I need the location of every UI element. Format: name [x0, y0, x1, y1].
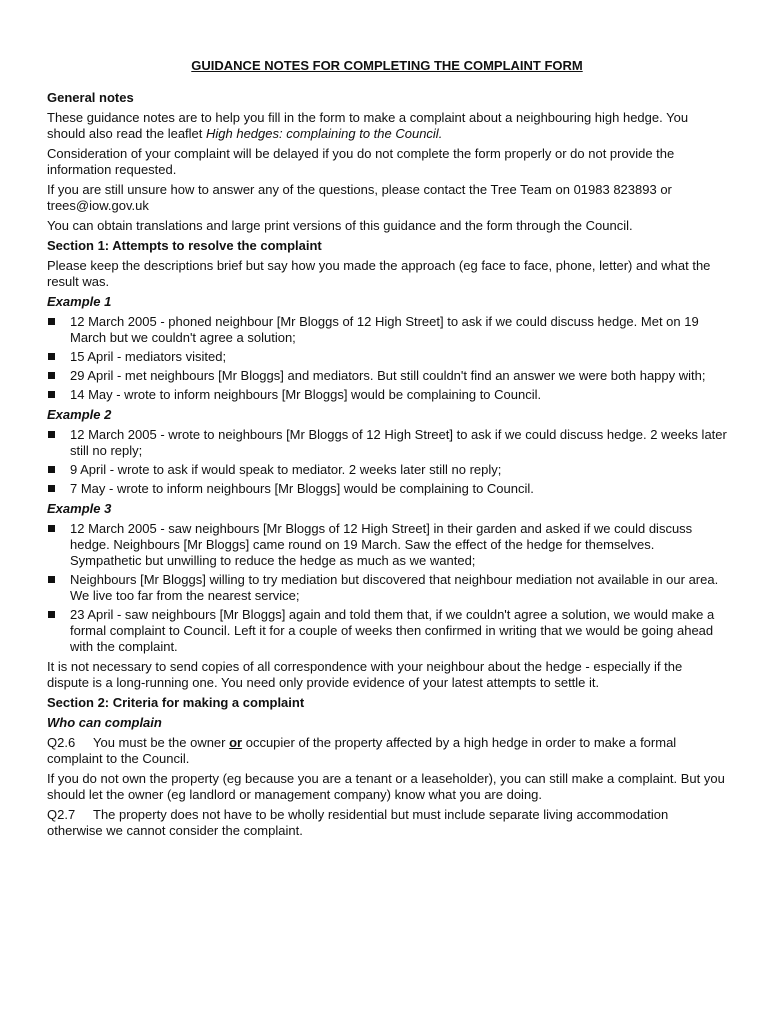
list-item — [47, 368, 727, 384]
list-item — [47, 349, 727, 365]
example-3-list — [47, 521, 727, 655]
list-item — [47, 607, 727, 655]
general-notes-paragraph-4: You can obtain translations and large print versions of this guidance and the form through the Council. — [47, 218, 633, 233]
question-text: The property does not have to be wholly residential but must include separate living accommodation otherwise we cannot consider the complaint. — [47, 807, 669, 838]
non-owner-paragraph: If you do not own the property (eg because you are a tenant or a leaseholder), you can still make a complaint. But you should let the owner (eg landlord or management company) know what you are doing. — [47, 771, 725, 802]
list-item-text: 15 April - mediators visited; — [70, 349, 227, 364]
question-number: Q2.7 — [47, 807, 76, 822]
general-notes-paragraph-2: Consideration of your complaint will be delayed if you do not complete the form properly or do not provide the information requested. — [47, 146, 675, 177]
general-notes-text: These guidance notes are to help you fill in the form to make a complaint about a neighbouring high hedge. You should also read the leaflet — [47, 110, 689, 141]
square-bullet-icon — [48, 466, 55, 473]
square-bullet-icon — [48, 318, 55, 325]
emphasis-or: or — [229, 735, 243, 750]
list-item-text: 23 April - saw neighbours [Mr Bloggs] again and told them that, if we couldn't agree a solution, we would make a formal complaint to Council. Left it for a couple of weeks then confirmed in writing that we would be going ahead with the complaint. — [70, 607, 715, 654]
list-item — [47, 427, 727, 459]
square-bullet-icon — [48, 372, 55, 379]
question-2-7 — [47, 807, 727, 839]
square-bullet-icon — [48, 431, 55, 438]
document-title: GUIDANCE NOTES FOR COMPLETING THE COMPLAINT FORM — [191, 58, 583, 73]
question-2-6 — [47, 735, 727, 767]
list-item — [47, 572, 727, 604]
document-page — [47, 58, 727, 843]
leaflet-title: High hedges: complaining to the Council. — [206, 126, 443, 141]
question-number: Q2.6 — [47, 735, 76, 750]
square-bullet-icon — [48, 611, 55, 618]
example-3-label: Example 3 — [47, 501, 112, 516]
example-2-label: Example 2 — [47, 407, 112, 422]
list-item — [47, 387, 727, 403]
list-item — [47, 481, 727, 497]
general-notes-heading: General notes — [47, 90, 134, 105]
section-2-heading: Section 2: Criteria for making a complaint — [47, 695, 305, 710]
list-item-text: 12 March 2005 - phoned neighbour [Mr Bloggs of 12 High Street] to ask if we could discuss hedge. Met on 19 March but we couldn't agree a solution; — [70, 314, 699, 345]
section-1-closing: It is not necessary to send copies of all correspondence with your neighbour about the hedge - especially if the dispute is a long-running one. You need only provide evidence of your latest attempts to settle it. — [47, 659, 683, 690]
square-bullet-icon — [48, 353, 55, 360]
general-notes-paragraph-1 — [47, 110, 727, 142]
who-can-complain-heading: Who can complain — [47, 715, 162, 730]
list-item-text: 12 March 2005 - wrote to neighbours [Mr Bloggs of 12 High Street] to ask if we could discuss hedge. 2 weeks later still no reply; — [70, 427, 727, 458]
list-item-text: 14 May - wrote to inform neighbours [Mr Bloggs] would be complaining to Council. — [70, 387, 542, 402]
list-item — [47, 314, 727, 346]
question-text-cont: occupier of the property affected by a high hedge in order to make a formal complaint to the Council. — [47, 735, 677, 766]
question-text: You must be the owner — [93, 735, 230, 750]
square-bullet-icon — [48, 525, 55, 532]
square-bullet-icon — [48, 391, 55, 398]
general-notes-paragraph-3: If you are still unsure how to answer any of the questions, please contact the Tree Team on 01983 823893 or trees@iow.gov.uk — [47, 182, 672, 213]
example-2-list — [47, 427, 727, 497]
list-item-text: 9 April - wrote to ask if would speak to mediator. 2 weeks later still no reply; — [70, 462, 502, 477]
example-1-label: Example 1 — [47, 294, 112, 309]
list-item-text: 7 May - wrote to inform neighbours [Mr Bloggs] would be complaining to Council. — [70, 481, 534, 496]
square-bullet-icon — [48, 485, 55, 492]
list-item-text: 12 March 2005 - saw neighbours [Mr Bloggs of 12 High Street] in their garden and asked if we could discuss hedge. Neighbours [Mr Bloggs] came round on 19 March. Saw the effect of the hedge for themselves. Sympathetic but unwilling to reduce the hedge as much as we wanted; — [70, 521, 693, 568]
list-item-text: 29 April - met neighbours [Mr Bloggs] and mediators. But still couldn't find an answer we were both happy with; — [70, 368, 706, 383]
list-item-text: Neighbours [Mr Bloggs] willing to try mediation but discovered that neighbour mediation not available in our area. We live too far from the nearest service; — [70, 572, 719, 603]
list-item — [47, 462, 727, 478]
list-item — [47, 521, 727, 569]
section-1-intro: Please keep the descriptions brief but say how you made the approach (eg face to face, phone, letter) and what the result was. — [47, 258, 711, 289]
example-1-list — [47, 314, 727, 403]
square-bullet-icon — [48, 576, 55, 583]
section-1-heading: Section 1: Attempts to resolve the complaint — [47, 238, 322, 253]
